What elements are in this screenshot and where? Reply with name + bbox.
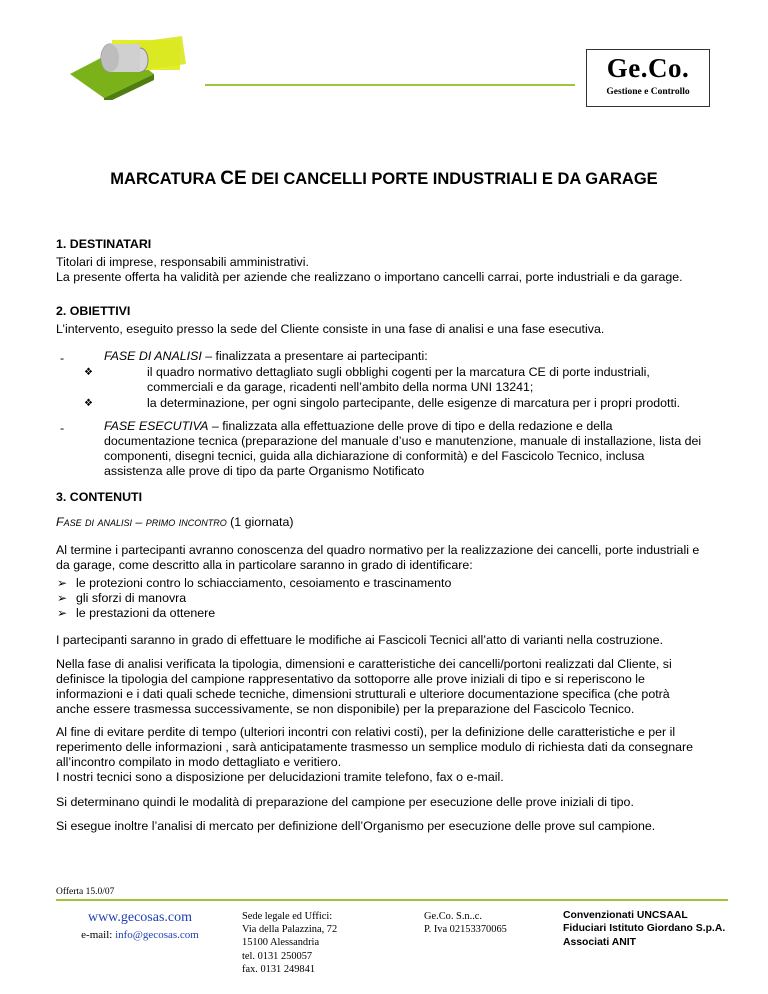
email-link[interactable]: info@gecosas.com <box>115 929 199 941</box>
contenuti-p3-line-2: definisce la tipologia del campione rappresentativo da sottoporre alle prove iniziali di tipo e si reperiscono le <box>56 672 645 686</box>
offer-code: Offerta 15.0/07 <box>56 887 115 897</box>
section-2-heading: 2. OBIETTIVI <box>56 304 131 318</box>
fase-esecutiva-text: – finalizzata alla effettuazione delle prove di tipo e della redazione e della <box>208 419 613 433</box>
contenuti-p1-line-1: Al termine i partecipanti avranno conoscenza del quadro normativo per la realizzazione dei cancelli, porte industriali e <box>56 543 700 557</box>
section-1-line-1: Titolari di imprese, responsabili amministrativi. <box>56 255 309 269</box>
bullet-1-line-1: il quadro normativo dettagliato sugli obblighi cogenti per la marcatura CE di porte industriali, <box>147 365 650 379</box>
company-block <box>424 910 507 936</box>
arrow-bullet-icon: ➢ <box>57 606 68 620</box>
phone: tel. 0131 250057 <box>242 950 313 962</box>
affiliation-1: Convenzionati UNCSAAL <box>563 910 688 921</box>
arrow-item-2: gli sforzi di manovra <box>76 591 187 605</box>
fase-esecutiva-line-3: componenti, disegni tecnici, guida alla dichiarazione di conformità) e del Fascicolo Tecnico, inclusa <box>104 449 645 463</box>
affiliation-3: Associati ANIT <box>563 936 636 948</box>
contenuti-p3-line-1: Nella fase di analisi verificata la tipologia, dimensioni e caratteristiche dei cancelli/portoni realizzati dal Cliente, si <box>56 657 672 671</box>
subsection-heading <box>56 515 294 529</box>
contenuti-p6: Si esegue inoltre l’analisi di mercato per definizione dell’Organismo per esecuzione delle prove sul campione. <box>56 819 656 833</box>
contenuti-p4-line-3: all’incontro compilato in modo dettagliato e veritiero. <box>56 755 342 769</box>
arrow-bullet-icon: ➢ <box>57 576 68 590</box>
fax: fax. 0131 249841 <box>242 963 316 975</box>
arrow-item-3: le prestazioni da ottenere <box>76 606 216 620</box>
website-link[interactable]: www.gecosas.com <box>87 910 193 925</box>
fase-esecutiva-label: FASE ESECUTIVA <box>104 419 209 433</box>
geco-logo-name: Ge.Co. <box>606 53 690 83</box>
footer-divider <box>56 899 728 901</box>
diamond-bullet-icon: ❖ <box>84 367 93 378</box>
contenuti-p4-line-1: Al fine di evitare perdite di tempo (ulteriori incontri con relativi costi), per la definizione delle caratteristiche e per il <box>56 725 676 739</box>
dash-bullet: - <box>60 421 65 435</box>
geco-logo-subtitle: Gestione e Controllo <box>606 87 690 97</box>
dash-bullet: - <box>60 351 65 365</box>
bullet-1-line-2: commerciali e da garage, ricadenti nell’ambito della norma UNI 13241; <box>147 380 534 394</box>
arrow-bullet-icon: ➢ <box>57 591 68 605</box>
title-rest: DEI CANCELLI PORTE INDUSTRIALI E DA GARAGE <box>246 170 658 188</box>
address-line-3: 15100 Alessandria <box>242 937 320 949</box>
diamond-bullet-icon: ❖ <box>84 398 93 409</box>
fase-esecutiva-line-1 <box>104 419 613 433</box>
email-label: e-mail: <box>81 929 116 941</box>
fase-analisi-text: – finalizzata a presentare ai partecipanti: <box>201 349 428 363</box>
contenuti-p3-line-4: anche essere trasmessa successivamente, se non disponibile) per la preparazione del Fascicolo Tecnico. <box>56 702 635 716</box>
fase-esecutiva-line-2: documentazione tecnica (preparazione del manuale d’uso e manutenzione, manuale di installazione, lista dei <box>104 434 702 448</box>
address-line-2: Via della Palazzina, 72 <box>242 924 338 936</box>
company-name: Ge.Co. S.n..c. <box>424 911 483 922</box>
header-divider <box>205 84 575 86</box>
title-prefix: MARCATURA <box>110 170 221 188</box>
bullet-2: la determinazione, per ogni singolo partecipante, delle esigenze di marcatura per i propri prodotti. <box>147 396 681 410</box>
email-line <box>60 929 220 941</box>
fase-analisi-line <box>104 349 428 363</box>
section-1-line-2: La presente offerta ha validità per aziende che realizzano o importano cancelli carrai, porte industriali e da garage. <box>56 270 683 284</box>
vat-number: P. Iva 02153370065 <box>424 924 507 936</box>
contenuti-p1-line-2: da garage, come descritto alla in particolare saranno in grado di identificare: <box>56 558 473 572</box>
contenuti-p4-line-4: I nostri tecnici sono a disposizione per delucidazioni tramite telefono, fax o e-mail. <box>56 770 504 784</box>
contenuti-p2: I partecipanti saranno in grado di effettuare le modifiche ai Fascicoli Tecnici all’atto di varianti nella costruzione. <box>56 633 664 647</box>
contenuti-p3-line-3: informazioni e i dati quali schede tecniche, dimensioni strutturali e ulteriore documentazione specifica (che potrà <box>56 687 670 701</box>
arrow-item-1: le protezioni contro lo schiacciamento, cesoiamento e trascinamento <box>76 576 452 590</box>
address-line-1: Sede legale ed Uffici: <box>242 911 333 922</box>
title-ce: CE <box>220 168 247 189</box>
address-block <box>242 910 337 976</box>
fase-analisi-label: FASE DI ANALISI <box>104 349 202 363</box>
section-3-heading: 3. CONTENUTI <box>56 490 143 504</box>
document-title <box>0 168 768 190</box>
affiliations-block <box>563 909 725 949</box>
section-1-heading: 1. DESTINATARI <box>56 237 152 251</box>
contenuti-p4-line-2: reperimento delle informazioni , sarà anticipatamente trasmesso un semplice modulo di richiesta dati da consegnare <box>56 740 694 754</box>
contenuti-p5: Si determinano quindi le modalità di preparazione del campione per esecuzione delle prove iniziali di tipo. <box>56 795 634 809</box>
subsection-duration: (1 giornata) <box>226 515 294 529</box>
company-logo-graphic <box>62 30 202 100</box>
section-2-intro: L’intervento, eseguito presso la sede del Cliente consiste in una fase di analisi e una fase esecutiva. <box>56 322 605 336</box>
fase-esecutiva-line-4: assistenza alle prove di tipo da parte Organismo Notificato <box>104 464 425 478</box>
affiliation-2: Fiduciari Istituto Giordano S.p.A. <box>563 923 726 935</box>
subsection-label: Fase di analisi – primo incontro <box>56 515 227 529</box>
geco-logo-box <box>586 49 710 107</box>
